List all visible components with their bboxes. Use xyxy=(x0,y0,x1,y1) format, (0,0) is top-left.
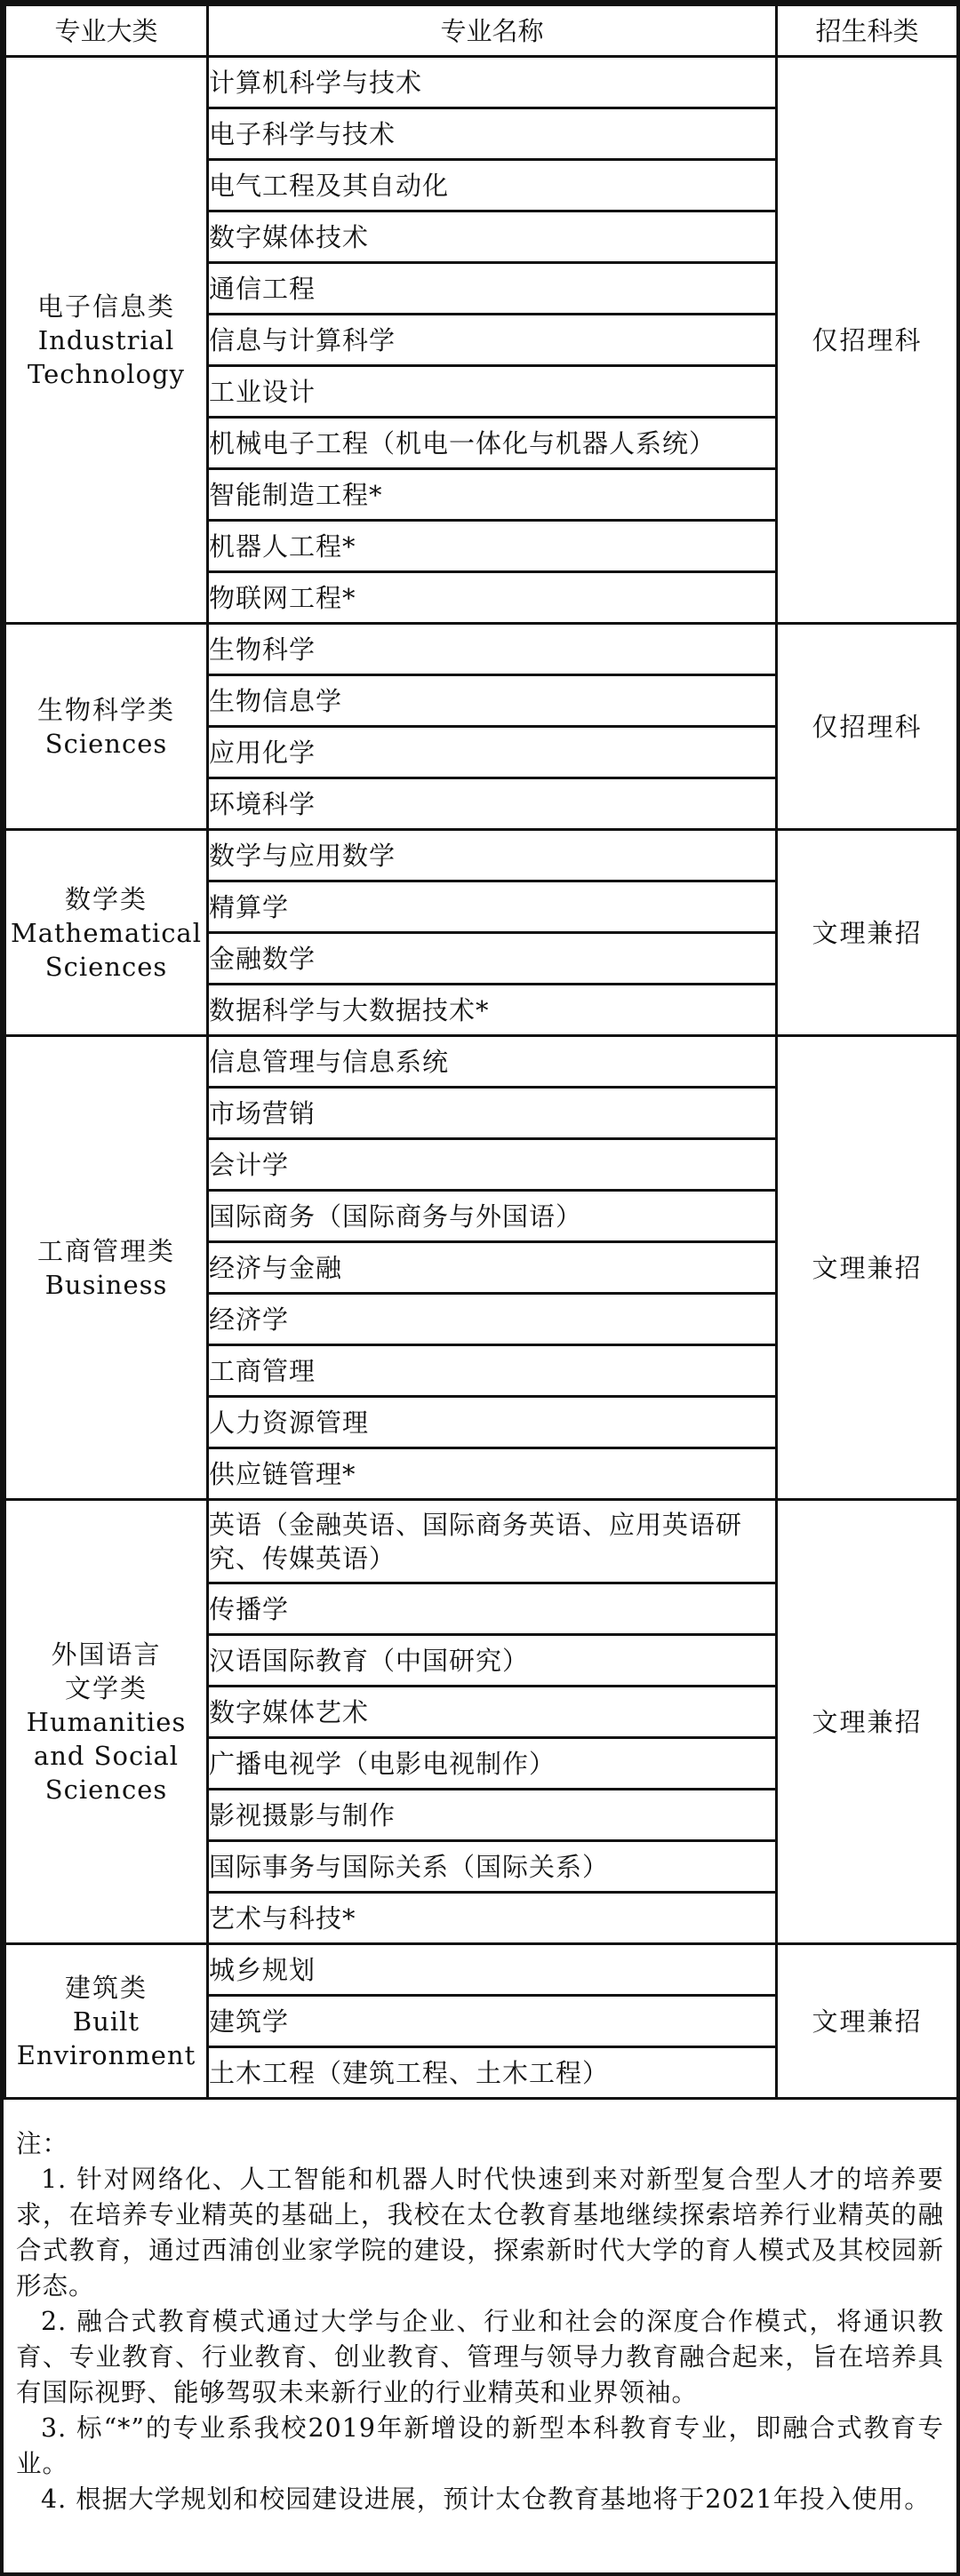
category-zh: 外国语言 xyxy=(51,1639,162,1670)
major-name: 计算机科学与技术 xyxy=(208,57,777,108)
table-row xyxy=(5,1036,958,1088)
major-name: 建筑学 xyxy=(208,1996,777,2047)
major-name: 机械电子工程（机电一体化与机器人系统） xyxy=(208,418,777,469)
major-name: 影视摄影与制作 xyxy=(208,1790,777,1841)
major-name: 数据科学与大数据技术* xyxy=(208,985,777,1036)
major-name: 国际事务与国际关系（国际关系） xyxy=(208,1841,777,1893)
major-name: 供应链管理* xyxy=(208,1448,777,1500)
header-major-name: 专业名称 xyxy=(208,5,777,57)
major-name: 环境科学 xyxy=(208,778,777,830)
major-name: 电气工程及其自动化 xyxy=(208,160,777,211)
table-row xyxy=(5,1944,958,1996)
table-row xyxy=(5,1500,958,1583)
major-name: 工商管理 xyxy=(208,1345,777,1397)
major-name: 土木工程（建筑工程、土木工程） xyxy=(208,2047,777,2099)
category-cell xyxy=(5,830,208,1036)
table-row xyxy=(5,624,958,675)
category-zh: 文学类 xyxy=(64,1672,148,1703)
major-name: 汉语国际教育（中国研究） xyxy=(208,1635,777,1687)
major-name: 智能制造工程* xyxy=(208,469,777,521)
category-en: Sciences xyxy=(44,1774,168,1805)
major-name: 信息与计算科学 xyxy=(208,315,777,366)
program-table xyxy=(4,4,959,2100)
category-cell xyxy=(5,1944,208,2099)
major-name: 市场营销 xyxy=(208,1088,777,1139)
major-name: 工业设计 xyxy=(208,366,777,418)
recruitment-cell: 文理兼招 xyxy=(777,1500,958,1944)
category-en: Sciences xyxy=(44,728,168,759)
major-name: 经济与金融 xyxy=(208,1242,777,1294)
category-en: Industrial xyxy=(37,324,175,355)
category-cell xyxy=(5,1500,208,1944)
major-name: 生物信息学 xyxy=(208,675,777,727)
note-item: 2. 融合式教育模式通过大学与企业、行业和社会的深度合作模式，将通识教育、专业教育、行业教育、创业教育、管理与领导力教育融合起来，旨在培养具有国际视野、能够驾驭未来新行业的行业精英和业界领袖。 xyxy=(16,2307,944,2407)
note-item: 3. 标“*”的专业系我校2019年新增设的新型本科教育专业，即融合式教育专业。 xyxy=(16,2413,944,2478)
major-name: 会计学 xyxy=(208,1139,777,1191)
header-recruitment: 招生科类 xyxy=(777,5,958,57)
major-name: 广播电视学（电影电视制作） xyxy=(208,1738,777,1790)
major-name: 人力资源管理 xyxy=(208,1397,777,1448)
category-en: Technology xyxy=(28,358,185,389)
category-cell xyxy=(5,624,208,830)
notes-heading: 注： xyxy=(16,2129,69,2158)
major-name: 城乡规划 xyxy=(208,1944,777,1996)
category-zh: 建筑类 xyxy=(64,1972,148,2003)
category-en: Environment xyxy=(16,2039,196,2070)
major-name: 信息管理与信息系统 xyxy=(208,1036,777,1088)
category-cell xyxy=(5,57,208,624)
major-name: 机器人工程* xyxy=(208,521,777,572)
recruitment-cell: 文理兼招 xyxy=(777,830,958,1036)
major-name: 国际商务（国际商务与外国语） xyxy=(208,1191,777,1242)
category-zh: 生物科学类 xyxy=(36,694,175,725)
category-cell xyxy=(5,1036,208,1500)
table-row xyxy=(5,57,958,108)
recruitment-cell: 文理兼招 xyxy=(777,1036,958,1500)
major-name: 艺术与科技* xyxy=(208,1893,777,1944)
major-name: 数字媒体技术 xyxy=(208,211,777,263)
category-en: Humanities xyxy=(26,1706,187,1737)
category-zh: 电子信息类 xyxy=(36,291,175,322)
major-name: 金融数学 xyxy=(208,933,777,985)
note-item: 4. 根据大学规划和校园建设进展，预计太仓教育基地将于2021年投入使用。 xyxy=(41,2484,931,2514)
category-zh: 工商管理类 xyxy=(36,1235,175,1266)
major-name: 物联网工程* xyxy=(208,572,777,624)
category-en: and Social xyxy=(33,1740,180,1771)
notes-section xyxy=(4,2114,956,2517)
major-name: 通信工程 xyxy=(208,263,777,315)
major-name: 生物科学 xyxy=(208,624,777,675)
recruitment-cell: 仅招理科 xyxy=(777,57,958,624)
category-en: Business xyxy=(44,1269,168,1300)
table-row xyxy=(5,830,958,881)
major-name: 精算学 xyxy=(208,881,777,933)
note-item: 1. 针对网络化、人工智能和机器人时代快速到来对新型复合型人才的培养要求，在培养专业精英的基础上，我校在太仓教育基地继续探索培养行业精英的融合式教育，通过西浦创业家学院的建设，探索新时代大学的育人模式及其校园新形态。 xyxy=(16,2165,944,2301)
major-name: 数字媒体艺术 xyxy=(208,1687,777,1738)
category-en: Built xyxy=(72,2006,140,2037)
recruitment-cell: 文理兼招 xyxy=(777,1944,958,2099)
category-en: Mathematical xyxy=(11,917,202,948)
category-en: Sciences xyxy=(44,951,168,982)
table-header-row xyxy=(5,5,958,57)
major-name: 应用化学 xyxy=(208,727,777,778)
header-category: 专业大类 xyxy=(5,5,208,57)
major-name: 传播学 xyxy=(208,1583,777,1635)
major-name: 电子科学与技术 xyxy=(208,108,777,160)
major-name: 英语（金融英语、国际商务英语、应用英语研究、传媒英语） xyxy=(208,1500,777,1583)
recruitment-cell: 仅招理科 xyxy=(777,624,958,830)
major-name: 数学与应用数学 xyxy=(208,830,777,881)
category-zh: 数学类 xyxy=(64,883,148,914)
major-name: 经济学 xyxy=(208,1294,777,1345)
